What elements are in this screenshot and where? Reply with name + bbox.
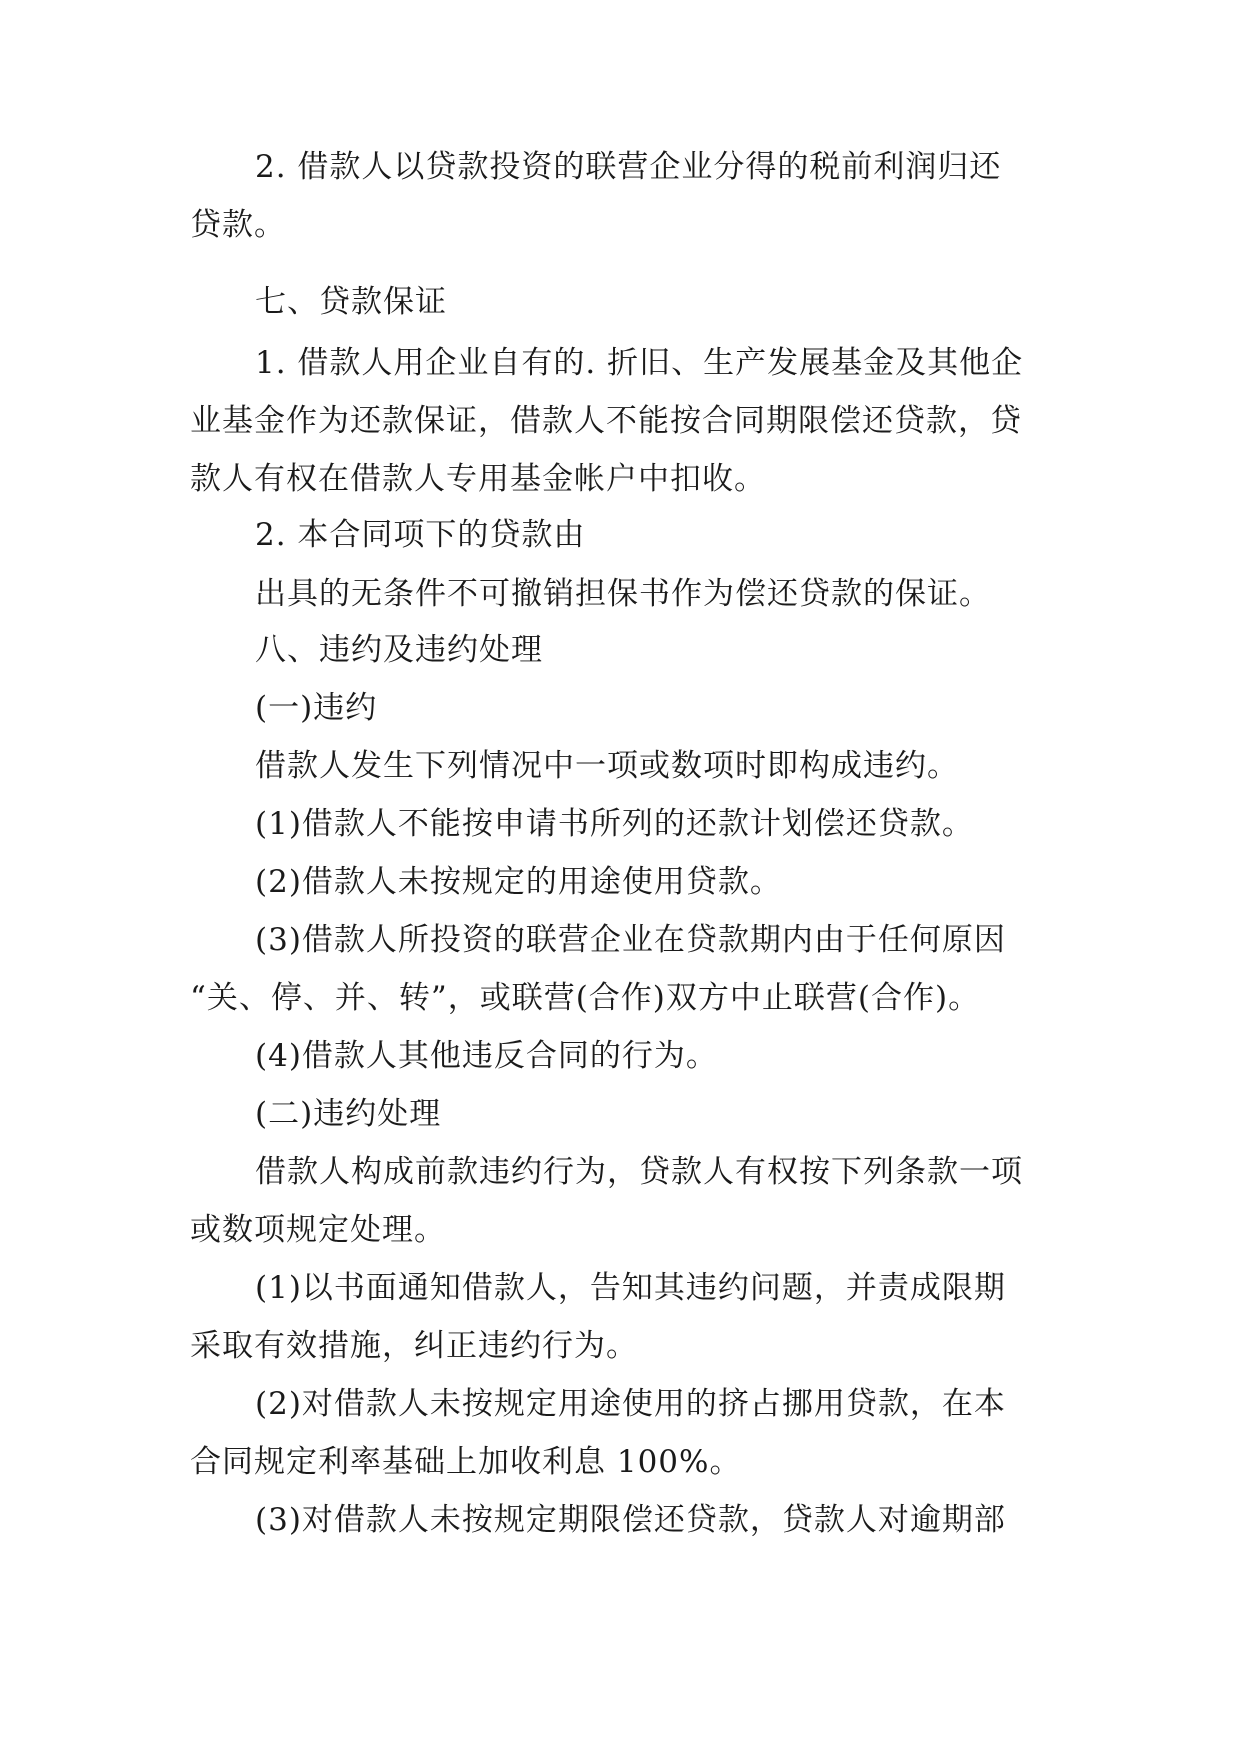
text-line: 出具的无条件不可撤销担保书作为偿还贷款的保证。 bbox=[255, 576, 991, 612]
text-line: 款人有权在借款人专用基金帐户中扣收。 bbox=[190, 461, 766, 497]
text-line: 或数项规定处理。 bbox=[190, 1212, 446, 1248]
text-line: 借款人构成前款违约行为，贷款人有权按下列条款一项 bbox=[255, 1154, 1023, 1190]
text-line: 合同规定利率基础上加收利息 100%。 bbox=[190, 1444, 742, 1480]
section-heading: 八、违约及违约处理 bbox=[255, 632, 543, 668]
section-heading: 七、贷款保证 bbox=[255, 284, 447, 320]
list-item: (3)对借款人未按规定期限偿还贷款，贷款人对逾期部 bbox=[255, 1502, 1006, 1538]
list-item: (1)以书面通知借款人，告知其违约问题，并责成限期 bbox=[255, 1270, 1006, 1306]
text-line: 借款人发生下列情况中一项或数项时即构成违约。 bbox=[255, 748, 959, 784]
list-item: (1)借款人不能按申请书所列的还款计划偿还贷款。 bbox=[255, 806, 974, 842]
text-line: 2. 本合同项下的贷款由 bbox=[255, 517, 586, 553]
text-line: 1. 借款人用企业自有的. 折旧、生产发展基金及其他企 bbox=[255, 345, 1024, 381]
list-item: (2)对借款人未按规定用途使用的挤占挪用贷款，在本 bbox=[255, 1386, 1006, 1422]
list-item: (2)借款人未按规定的用途使用贷款。 bbox=[255, 864, 782, 900]
text-line: 2. 借款人以贷款投资的联营企业分得的税前利润归还 bbox=[255, 149, 1002, 185]
list-item: (4)借款人其他违反合同的行为。 bbox=[255, 1038, 718, 1074]
subsection-heading: (一)违约 bbox=[255, 690, 378, 726]
text-line: 业基金作为还款保证，借款人不能按合同期限偿还贷款，贷 bbox=[190, 403, 1022, 439]
text-line: 采取有效措施，纠正违约行为。 bbox=[190, 1328, 638, 1364]
list-item: (3)借款人所投资的联营企业在贷款期内由于任何原因 bbox=[255, 922, 1006, 958]
subsection-heading: (二)违约处理 bbox=[255, 1096, 442, 1132]
text-line: 贷款。 bbox=[190, 207, 286, 243]
text-line: “关、停、并、转”，或联营(合作)双方中止联营(合作)。 bbox=[190, 980, 981, 1016]
